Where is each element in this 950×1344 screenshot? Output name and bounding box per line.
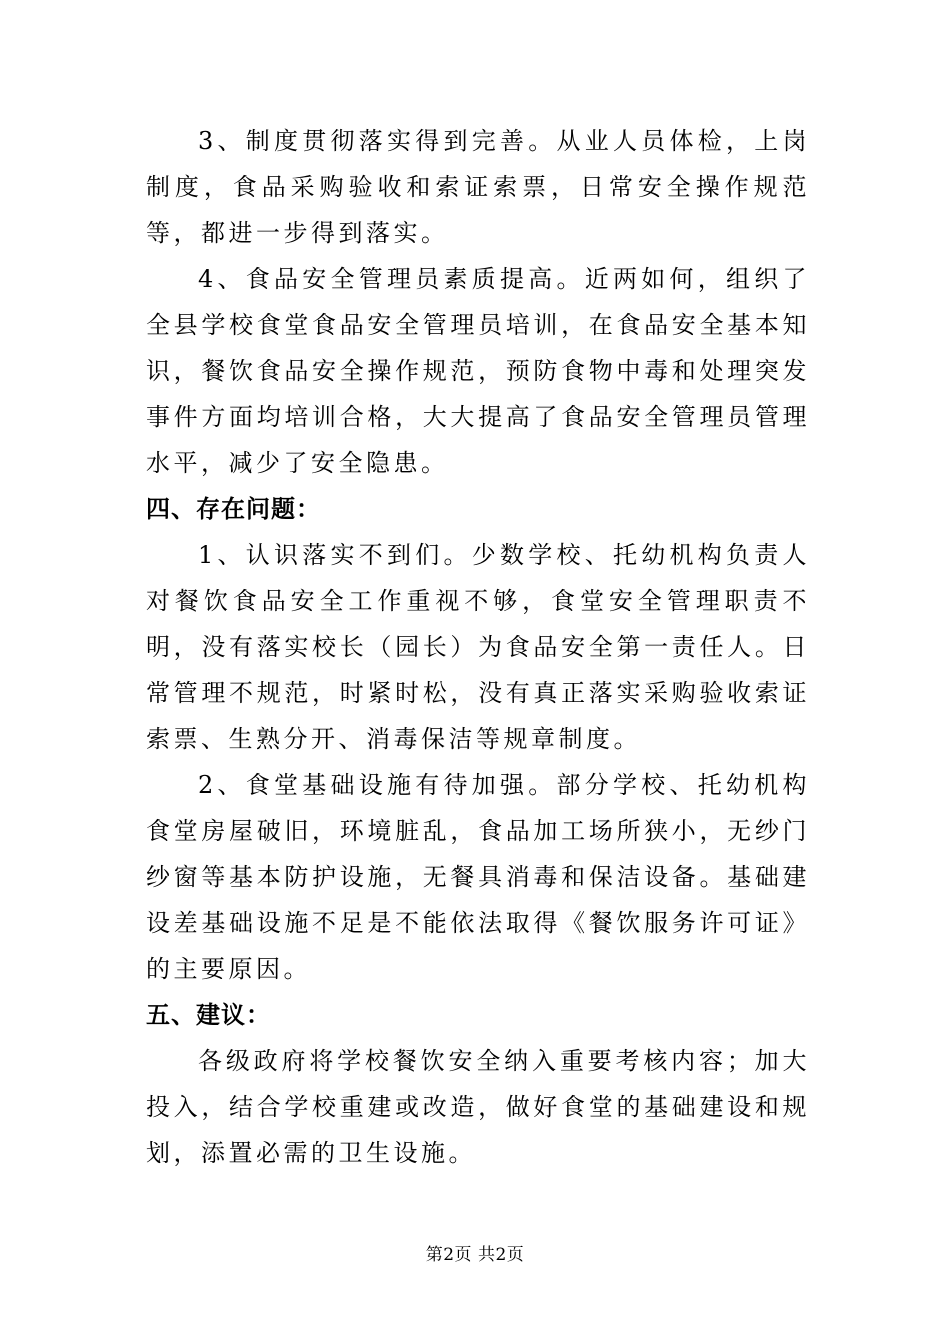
paragraph-problem-1: 1、认识落实不到们。少数学校、托幼机构负责人对餐饮食品安全工作重视不够，食堂安全管理职责不明，没有落实校长（园长）为食品安全第一责任人。日常管理不规范，时紧时松，没有真正落实采购验收索证索票、生熟分开、消毒保洁等规章制度。: [146, 541, 810, 753]
paragraph-suggestion: 各级政府将学校餐饮安全纳入重要考核内容；加大投入，结合学校重建或改造，做好食堂的基础建设和规划，添置必需的卫生设施。: [146, 1047, 810, 1167]
paragraph-item-3: 3、制度贯彻落实得到完善。从业人员体检，上岗制度，食品采购验收和索证索票，日常安全操作规范等，都进一步得到落实。: [146, 127, 810, 247]
section-heading-suggestions: 五、建议：: [146, 1001, 271, 1029]
paragraph-problem-2: 2、食堂基础设施有待加强。部分学校、托幼机构食堂房屋破旧，环境脏乱，食品加工场所狭小，无纱门纱窗等基本防护设施，无餐具消毒和保洁设备。基础建设差基础设施不足是不能依法取得《餐饮服务许可证》的主要原因。: [146, 771, 810, 983]
document-body: [146, 118, 810, 1176]
section-heading-problems: 四、存在问题：: [146, 495, 321, 523]
page-number-footer: 第2页 共2页: [425, 1245, 525, 1265]
paragraph-item-4: 4、食品安全管理员素质提高。近两如何，组织了全县学校食堂食品安全管理员培训，在食品安全基本知识，餐饮食品安全操作规范，预防食物中毒和处理突发事件方面均培训合格，大大提高了食品安全管理员管理水平，减少了安全隐患。: [146, 265, 810, 477]
